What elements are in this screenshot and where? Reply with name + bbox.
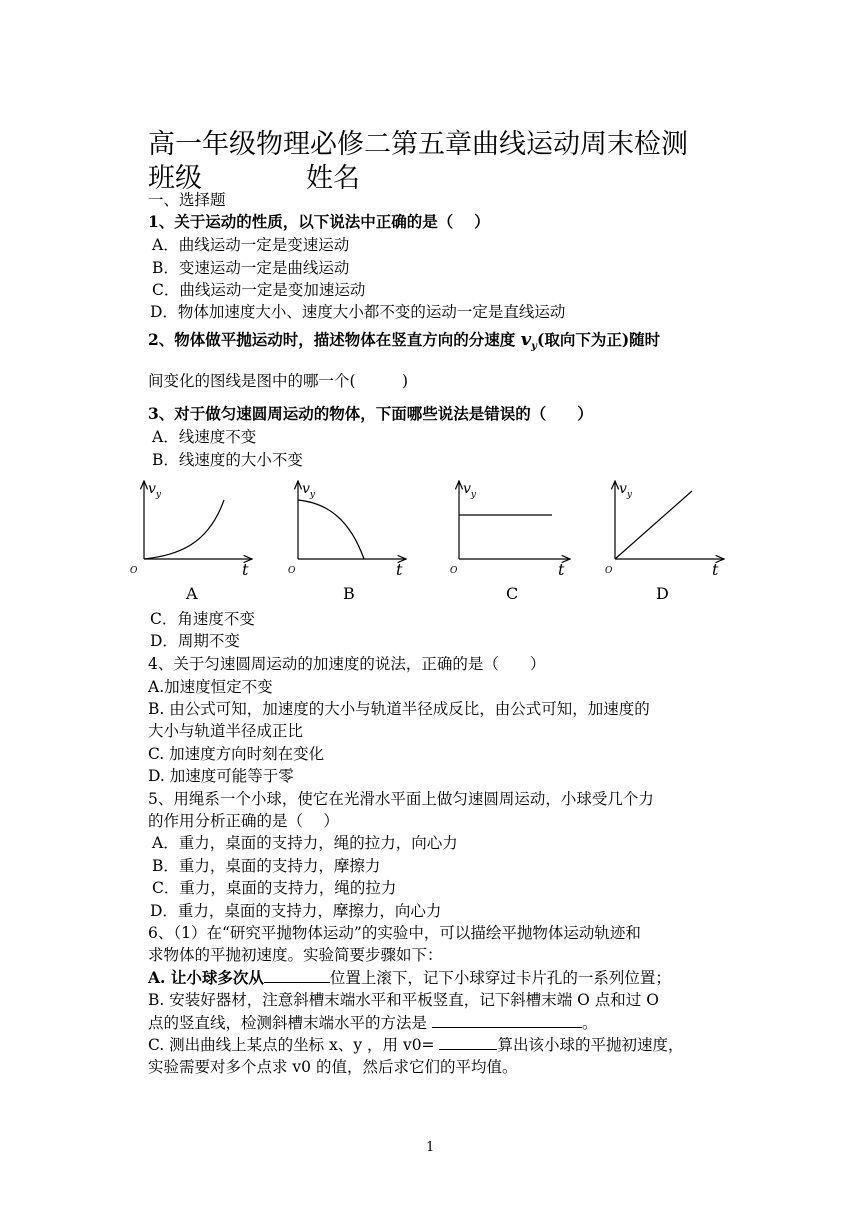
q5-option-b: B．重力，桌面的支持力，摩擦力 xyxy=(152,857,381,875)
q3-option-b: B．线速度的大小不变 xyxy=(152,451,303,469)
class-label: 班级 xyxy=(148,163,202,194)
graph-a-xlabel: t xyxy=(242,560,249,579)
q4-option-c: C. 加速度方向时刻在变化 xyxy=(148,745,325,763)
q3-option-a: A．线速度不变 xyxy=(152,428,257,446)
q6-stem-cont: 求物体的平抛初速度。实验简要步骤如下： xyxy=(148,946,443,964)
q6-step-c-cont: 实验需要对多个点求 v0 的值，然后求它们的平均值。 xyxy=(148,1058,518,1076)
q5-option-a: A．重力，桌面的支持力，绳的拉力，向心力 xyxy=(152,834,458,852)
q6-step-c-post: 算出该小球的平抛初速度， xyxy=(497,1036,684,1054)
q3-option-c: C．角速度不变 xyxy=(150,610,255,628)
q1-option-a: A．曲线运动一定是变速运动 xyxy=(152,236,350,254)
q1-option-b: B．变速运动一定是曲线运动 xyxy=(152,259,350,277)
graph-c xyxy=(450,481,570,579)
q5-stem-cont: 的作用分析正确的是（ ） xyxy=(148,812,339,830)
q4-option-a: A.加速度恒定不变 xyxy=(148,678,273,696)
q2-stem xyxy=(148,328,660,352)
graph-a-origin: O xyxy=(130,566,138,576)
q2-v-sub: y xyxy=(531,341,537,353)
graph-d-xlabel: t xyxy=(712,560,719,579)
q2-stem-b: (取向下为正)随时 xyxy=(536,330,661,349)
q5-option-c: C．重力，桌面的支持力，绳的拉力 xyxy=(152,879,397,897)
graph-label-c: C xyxy=(506,584,519,603)
q6-step-b-pre: 点的竖直线，检测斜槽末端水平的方法是 xyxy=(148,1014,428,1032)
graph-b-xlabel: t xyxy=(396,560,403,579)
vy-t-graphs xyxy=(128,475,728,605)
graph-a xyxy=(130,481,252,579)
q4-option-b: B. 由公式可知，加速度的大小与轨道半径成反比，由公式可知，加速度的 xyxy=(148,700,650,718)
graph-b xyxy=(288,481,406,579)
q5-option-d: D．重力，桌面的支持力，摩擦力，向心力 xyxy=(150,902,442,920)
graph-label-b: B xyxy=(343,584,355,603)
section-heading: 一、选择题 xyxy=(148,191,226,209)
q2-stem-a: 2、物体做平抛运动时，描述物体在竖直方向的分速度 xyxy=(148,330,516,349)
q6-blank-position[interactable] xyxy=(264,968,330,983)
q1-option-d: D．物体加速度大小、速度大小都不变的运动一定是直线运动 xyxy=(150,303,566,321)
graph-c-origin: O xyxy=(450,566,458,576)
q4-option-b-cont: 大小与轨道半径成正比 xyxy=(148,722,304,740)
graph-c-ylabel: $v_y$ xyxy=(463,481,477,500)
q1-stem: 1、关于运动的性质，以下说法中正确的是（ ） xyxy=(148,212,490,231)
page-number: 1 xyxy=(426,1140,435,1155)
graph-d-line xyxy=(615,491,692,559)
q6-step-b: B. 安装好器材，注意斜槽末端水平和平板竖直，记下斜槽末端 O 点和过 O xyxy=(148,991,659,1009)
graph-b-origin: O xyxy=(288,566,296,576)
q6-step-a-post: 位置上滚下，记下小球穿过卡片孔的一系列位置； xyxy=(329,969,671,987)
graph-d xyxy=(605,481,724,579)
graph-a-ylabel: $v_y$ xyxy=(148,481,162,500)
q4-stem: 4、关于匀速圆周运动的加速度的说法，正确的是（ ） xyxy=(148,655,546,673)
q6-step-c xyxy=(148,1033,684,1055)
q6-blank-method[interactable] xyxy=(432,1013,582,1028)
graph-label-a: A xyxy=(186,584,198,603)
q5-stem: 5、用绳系一个小球，使它在光滑水平面上做匀速圆周运动，小球受几个力 xyxy=(148,790,654,808)
q6-step-c-pre: C. 测出曲线上某点的坐标 x、y ，用 v0= xyxy=(148,1036,435,1054)
q6-step-b-cont xyxy=(148,1011,597,1033)
q6-step-a-pre: A. 让小球多次从 xyxy=(148,968,264,987)
graph-c-xlabel: t xyxy=(558,560,565,579)
graph-d-ylabel: $v_y$ xyxy=(619,481,633,500)
q6-step-b-post: 。 xyxy=(581,1014,598,1032)
q4-option-d: D. 加速度可能等于零 xyxy=(148,767,294,785)
q2-v-symbol: v xyxy=(520,329,532,350)
q3-option-d: D．周期不变 xyxy=(150,632,240,650)
q1-option-c: C．曲线运动一定是变加速运动 xyxy=(152,281,366,299)
page-title: 高一年级物理必修二第五章曲线运动周末检测 xyxy=(148,129,688,160)
q6-blank-formula[interactable] xyxy=(439,1035,497,1050)
graph-a-curve xyxy=(144,500,224,559)
graph-d-origin: O xyxy=(605,566,613,576)
q2-stem-c: 间变化的图线是图中的哪一个( ) xyxy=(148,372,409,390)
q6-step-a xyxy=(148,966,671,988)
graph-label-d: D xyxy=(656,584,669,603)
graph-b-curve xyxy=(298,500,364,559)
q6-stem: 6、（1）在“研究平抛物体运动”的实验中，可以描绘平抛物体运动轨迹和 xyxy=(148,924,641,942)
name-label: 姓名 xyxy=(306,163,360,194)
graph-b-ylabel: $v_y$ xyxy=(302,481,316,500)
q3-stem: 3、对于做匀速圆周运动的物体，下面哪些说法是错误的（ ） xyxy=(148,404,593,423)
